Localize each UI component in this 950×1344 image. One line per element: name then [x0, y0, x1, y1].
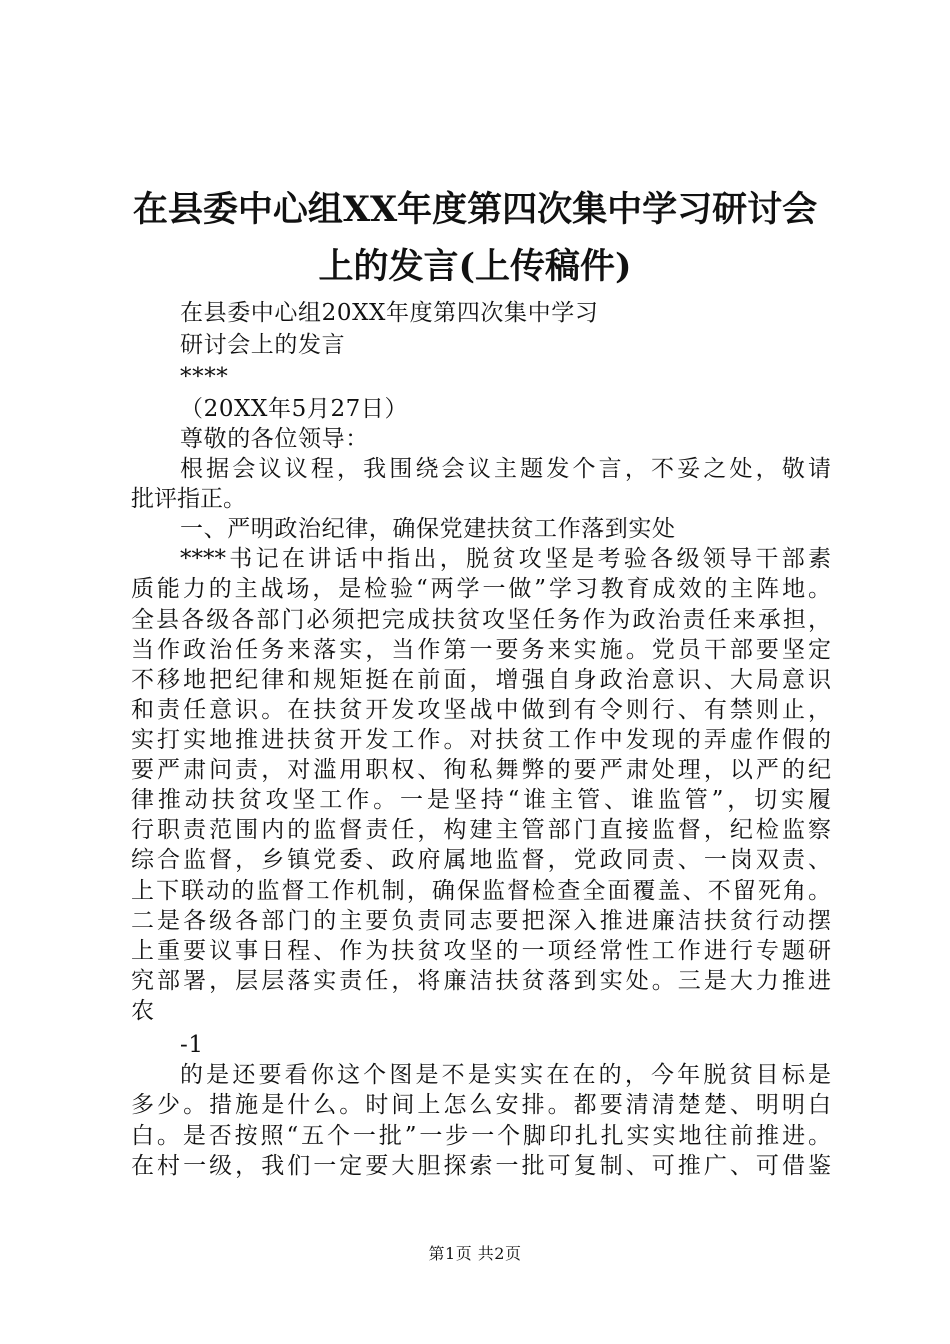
paragraph-line: ****书记在讲话中指出，脱贫攻坚是考验各级领导干部素	[180, 546, 831, 572]
paragraph-line: 全县各级各部门必须把完成扶贫攻坚任务作为政治责任来承担，	[131, 607, 831, 633]
section-heading: 一、严明政治纪律，确保党建扶贫工作落到实处	[180, 516, 676, 542]
speech-date: （20XX年5月27日）	[180, 396, 409, 422]
page-footer: 第1页 共2页	[428, 1244, 522, 1263]
paragraph-line: 农	[131, 998, 154, 1024]
paragraph-line: 的是还要看你这个图是不是实实在在的，今年脱贫目标是	[180, 1062, 831, 1088]
document-title-line-2: 上的发言(上传稿件)	[318, 246, 632, 287]
document-title-line-1: 在县委中心组XX年度第四次集中学习研讨会	[132, 189, 818, 230]
paragraph-line: 要严肃问责，对滥用职权、徇私舞弊的要严肃处理，以严的纪	[131, 757, 831, 783]
paragraph-line: 多少。措施是什么。时间上怎么安排。都要清清楚楚、明明白	[131, 1092, 831, 1118]
subtitle-line-1: 在县委中心组20XX年度第四次集中学习	[180, 300, 599, 326]
paragraph-line: 不移地把纪律和规矩挺在前面，增强自身政治意识、大局意识	[131, 667, 831, 693]
paragraph-line: 上重要议事日程、作为扶贫攻坚的一项经常性工作进行专题研	[131, 938, 831, 964]
paragraph-line: 综合监督，乡镇党委、政府属地监督，党政同责、一岗双责、	[131, 847, 831, 873]
subtitle-line-2: 研讨会上的发言	[180, 332, 346, 358]
intro-line-1: 根据会议议程，我围绕会议主题发个言，不妥之处，敬请	[180, 456, 831, 482]
paragraph-line: 行职责范围内的监督责任，构建主管部门直接监督，纪检监察	[131, 817, 831, 843]
paragraph-line: 和责任意识。在扶贫开发攻坚战中做到有令则行、有禁则止，	[131, 697, 831, 723]
paragraph-line: 二是各级各部门的主要负责同志要把深入推进廉洁扶贫行动摆	[131, 908, 831, 934]
salutation: 尊敬的各位领导：	[180, 426, 369, 452]
paragraph-line: 上下联动的监督工作机制，确保监督检查全面覆盖、不留死角。	[131, 878, 831, 904]
page-marker: -1	[180, 1032, 204, 1058]
paragraph-line: 实打实地推进扶贫开发工作。对扶贫工作中发现的弄虚作假的	[131, 727, 831, 753]
paragraph-line: 律推动扶贫攻坚工作。一是坚持“谁主管、谁监管”，切实履	[131, 787, 831, 813]
paragraph-line: 白。是否按照“五个一批”一步一个脚印扎扎实实地往前推进。	[131, 1123, 831, 1149]
intro-line-2: 批评指正。	[131, 486, 246, 512]
paragraph-line: 在村一级，我们一定要大胆探索一批可复制、可推广、可借鉴	[131, 1153, 831, 1179]
paragraph-line: 究部署，层层落实责任，将廉洁扶贫落到实处。三是大力推进	[131, 968, 831, 994]
paragraph-line: 当作政治任务来落实，当作第一要务来实施。党员干部要坚定	[131, 637, 831, 663]
paragraph-line: 质能力的主战场，是检验“两学一做”学习教育成效的主阵地。	[131, 576, 831, 602]
author: ****	[180, 364, 229, 390]
